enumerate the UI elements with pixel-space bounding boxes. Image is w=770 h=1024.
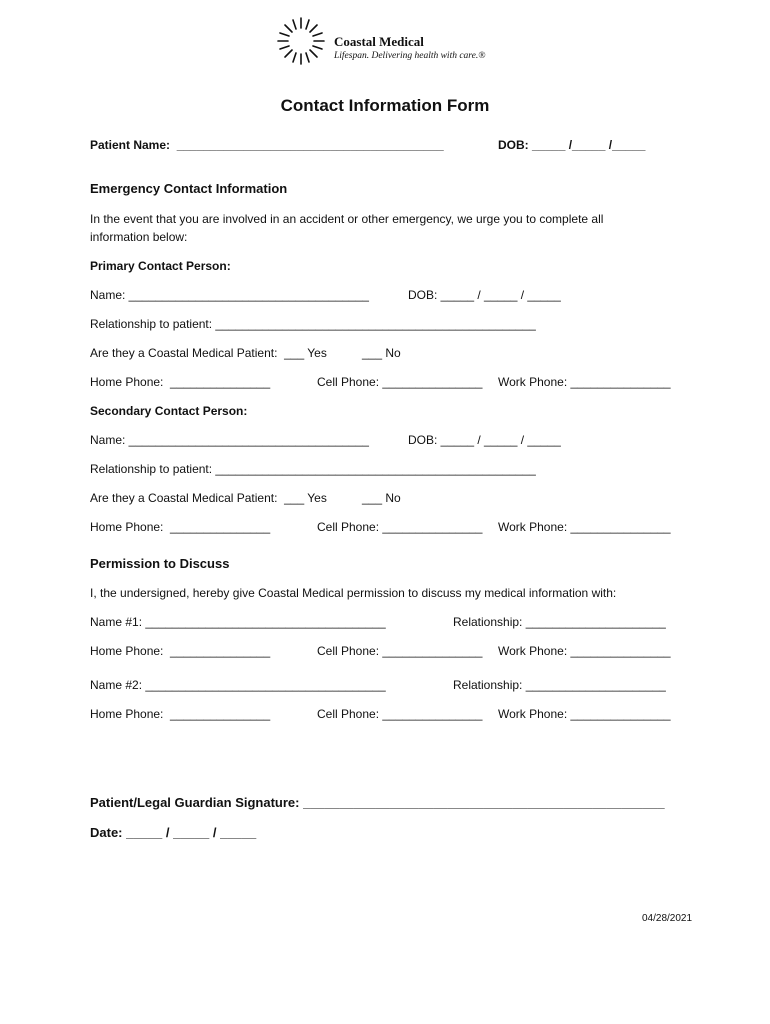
permission-heading: Permission to Discuss [90,556,230,571]
permission-home-phone1-field[interactable]: Home Phone: _______________ [90,644,271,658]
permission-work-phone1-field[interactable]: Work Phone: _______________ [498,644,671,658]
permission-work-phone2-field[interactable]: Work Phone: _______________ [498,707,671,721]
signature-date-field[interactable]: Date: _____ / _____ / _____ [90,825,257,840]
primary-coastal-no-option[interactable]: ___ No [362,346,401,360]
secondary-coastal-no-option[interactable]: ___ No [362,491,401,505]
signature-field[interactable]: Patient/Legal Guardian Signature: __________________________________________________ [90,795,665,810]
permission-cell-phone2-field[interactable]: Cell Phone: _______________ [317,707,483,721]
intro-text-line1: In the event that you are involved in an accident or other emergency, we urge you to complete all [90,212,604,226]
primary-work-phone-field[interactable]: Work Phone: _______________ [498,375,671,389]
permission-name1-field[interactable]: Name #1: ____________________________________ [90,615,386,629]
secondary-name-field[interactable]: Name: ____________________________________ [90,433,369,447]
permission-statement: I, the undersigned, hereby give Coastal Medical permission to discuss my medical information with: [90,586,617,600]
permission-name2-field[interactable]: Name #2: ____________________________________ [90,678,386,692]
secondary-work-phone-field[interactable]: Work Phone: _______________ [498,520,671,534]
primary-cell-phone-field[interactable]: Cell Phone: _______________ [317,375,483,389]
sunburst-logo-icon [276,16,326,66]
logo-tagline: Lifespan. Delivering health with care.® [334,51,486,61]
revision-date: 04/28/2021 [642,913,693,924]
patient-dob-field[interactable]: DOB: _____ /_____ /_____ [498,138,646,152]
secondary-coastal-yes-option[interactable]: Are they a Coastal Medical Patient: ___ Yes [90,491,327,505]
logo-name: Coastal Medical [334,34,424,49]
secondary-dob-field[interactable]: DOB: _____ / _____ / _____ [408,433,561,447]
secondary-cell-phone-field[interactable]: Cell Phone: _______________ [317,520,483,534]
emergency-contact-heading: Emergency Contact Information [90,181,288,196]
primary-coastal-yes-option[interactable]: Are they a Coastal Medical Patient: ___ Yes [90,346,327,360]
secondary-home-phone-field[interactable]: Home Phone: _______________ [90,520,271,534]
primary-name-field[interactable]: Name: ____________________________________ [90,288,369,302]
permission-cell-phone1-field[interactable]: Cell Phone: _______________ [317,644,483,658]
permission-home-phone2-field[interactable]: Home Phone: _______________ [90,707,271,721]
form-title: Contact Information Form [280,96,490,115]
intro-text-line2: information below: [90,230,188,244]
permission-relationship1-field[interactable]: Relationship: _____________________ [453,615,666,629]
primary-relationship-field[interactable]: Relationship to patient: ________________________________________________ [90,317,536,331]
permission-relationship2-field[interactable]: Relationship: _____________________ [453,678,666,692]
primary-contact-heading: Primary Contact Person: [90,259,231,273]
logo [276,16,506,66]
secondary-relationship-field[interactable]: Relationship to patient: ________________________________________________ [90,462,536,476]
secondary-contact-heading: Secondary Contact Person: [90,404,248,418]
primary-dob-field[interactable]: DOB: _____ / _____ / _____ [408,288,561,302]
primary-home-phone-field[interactable]: Home Phone: _______________ [90,375,271,389]
patient-name-field[interactable]: Patient Name: ________________________________________ [90,138,444,152]
